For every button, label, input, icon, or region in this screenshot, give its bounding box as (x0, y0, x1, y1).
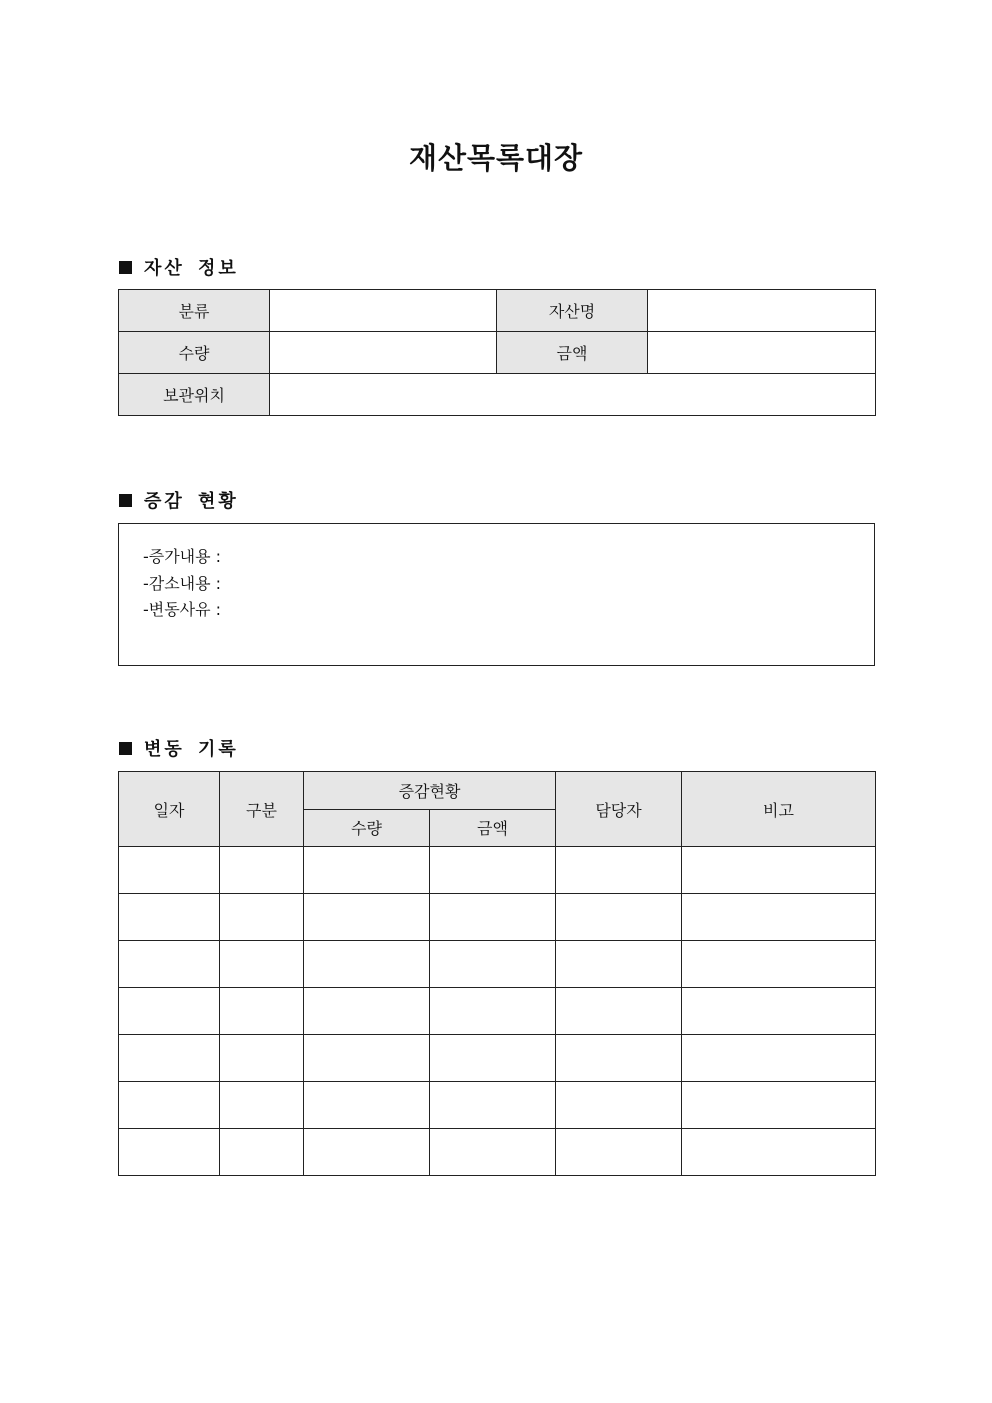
amount-cell[interactable] (430, 1082, 556, 1129)
quantity-cell[interactable] (304, 847, 430, 894)
quantity-cell[interactable] (304, 894, 430, 941)
manager-cell[interactable] (556, 1082, 682, 1129)
asset-row-location (119, 374, 876, 416)
remarks-cell[interactable] (682, 847, 876, 894)
category-value-cell[interactable] (270, 290, 497, 332)
remarks-cell[interactable] (682, 1129, 876, 1176)
category-label: 분류 (119, 290, 270, 332)
manager-cell[interactable] (556, 988, 682, 1035)
change-status-heading (119, 487, 239, 513)
date-cell[interactable] (119, 1035, 220, 1082)
black-square-icon (119, 261, 132, 274)
header-type: 구분 (220, 772, 304, 847)
manager-cell[interactable] (556, 894, 682, 941)
quantity-cell[interactable] (304, 1129, 430, 1176)
change-record-table (118, 771, 876, 1176)
manager-cell[interactable] (556, 1129, 682, 1176)
header-remarks: 비고 (682, 772, 876, 847)
change-status-list (119, 524, 874, 624)
header-amount: 금액 (430, 809, 556, 847)
quantity-cell[interactable] (304, 988, 430, 1035)
location-value-cell[interactable] (270, 374, 876, 416)
black-square-icon (119, 742, 132, 755)
type-cell[interactable] (220, 941, 304, 988)
quantity-cell[interactable] (304, 1082, 430, 1129)
date-cell[interactable] (119, 988, 220, 1035)
asset-name-label: 자산명 (497, 290, 648, 332)
manager-cell[interactable] (556, 1035, 682, 1082)
remarks-cell[interactable] (682, 988, 876, 1035)
quantity-cell[interactable] (304, 941, 430, 988)
asset-info-heading (119, 254, 239, 280)
black-square-icon (119, 494, 132, 507)
asset-name-value-cell[interactable] (648, 290, 876, 332)
change-reason-line: -변동사유 : (143, 600, 222, 619)
remarks-cell[interactable] (682, 941, 876, 988)
table-row (119, 941, 876, 988)
date-cell[interactable] (119, 847, 220, 894)
change-status-box[interactable] (118, 523, 875, 666)
amount-cell[interactable] (430, 894, 556, 941)
table-row (119, 894, 876, 941)
header-change-group: 증감현황 (304, 772, 556, 810)
date-cell[interactable] (119, 894, 220, 941)
manager-cell[interactable] (556, 941, 682, 988)
type-cell[interactable] (220, 1082, 304, 1129)
amount-value-cell[interactable] (648, 332, 876, 374)
record-header-row (119, 772, 876, 810)
table-row (119, 1129, 876, 1176)
date-cell[interactable] (119, 1082, 220, 1129)
amount-cell[interactable] (430, 1129, 556, 1176)
location-label: 보관위치 (119, 374, 270, 416)
remarks-cell[interactable] (682, 894, 876, 941)
type-cell[interactable] (220, 1129, 304, 1176)
asset-info-heading-text: 자산 정보 (144, 258, 239, 279)
date-cell[interactable] (119, 941, 220, 988)
remarks-cell[interactable] (682, 1082, 876, 1129)
header-date: 일자 (119, 772, 220, 847)
asset-info-table (118, 289, 876, 416)
amount-cell[interactable] (430, 941, 556, 988)
manager-cell[interactable] (556, 847, 682, 894)
type-cell[interactable] (220, 1035, 304, 1082)
header-manager: 담당자 (556, 772, 682, 847)
amount-label: 금액 (497, 332, 648, 374)
change-status-heading-text: 증감 현황 (144, 491, 239, 512)
increase-details-line: -증가내용 : (143, 547, 222, 566)
table-row (119, 988, 876, 1035)
header-quantity: 수량 (304, 809, 430, 847)
amount-cell[interactable] (430, 1035, 556, 1082)
decrease-details-line: -감소내용 : (143, 573, 222, 593)
document-title: 재산목록대장 (408, 141, 584, 175)
type-cell[interactable] (220, 988, 304, 1035)
quantity-value-cell[interactable] (270, 332, 497, 374)
date-cell[interactable] (119, 1129, 220, 1176)
table-row (119, 1082, 876, 1129)
asset-row-quantity (119, 332, 876, 374)
quantity-label: 수량 (119, 332, 270, 374)
asset-row-category (119, 290, 876, 332)
type-cell[interactable] (220, 894, 304, 941)
quantity-cell[interactable] (304, 1035, 430, 1082)
amount-cell[interactable] (430, 988, 556, 1035)
remarks-cell[interactable] (682, 1035, 876, 1082)
record-body (119, 847, 876, 1176)
amount-cell[interactable] (430, 847, 556, 894)
change-record-heading (119, 735, 239, 761)
type-cell[interactable] (220, 847, 304, 894)
change-record-heading-text: 변동 기록 (144, 739, 239, 760)
table-row (119, 1035, 876, 1082)
table-row (119, 847, 876, 894)
